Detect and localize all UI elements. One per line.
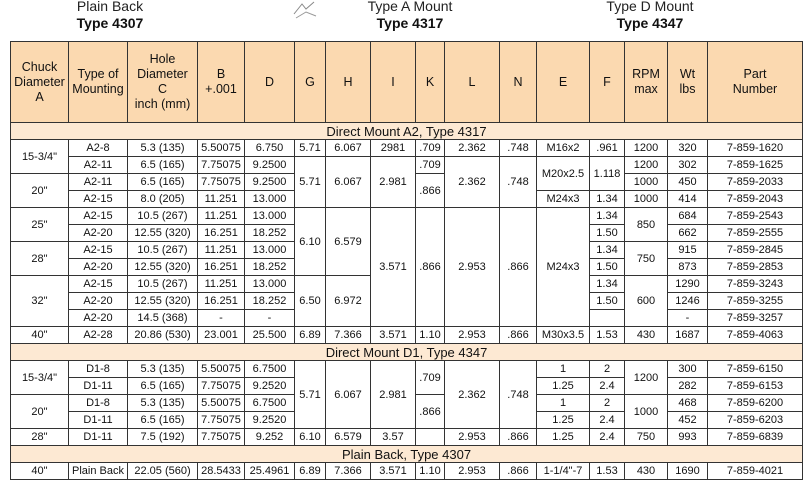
caption-type: Type 4307 [76,15,144,31]
f-cell: 1.53 [590,327,625,344]
section-row-plain-back [11,446,803,463]
f-cell: 1.50 [590,225,625,242]
mounting-cell: A2-20 [69,259,128,276]
d-cell: 18.252 [245,259,295,276]
table-row [11,140,803,157]
d-cell: 6.750 [245,140,295,157]
rpm-cell: 1200 [625,140,668,157]
e-cell: M24x3 [537,191,590,208]
d-cell: 6.7500 [245,395,295,412]
b-cell: 7.75075 [198,174,245,191]
hole-cell: 5.3 (135) [128,140,198,157]
d-cell: 25.4961 [245,463,295,480]
d-cell: 13.000 [245,276,295,293]
rpm-cell: 750 [625,242,668,276]
weight-cell: 302 [668,157,708,174]
n-cell: .748 [500,361,537,429]
mounting-cell: A2-20 [69,310,128,327]
table-row [11,361,803,378]
section-row-a2 [11,123,803,140]
table-row [11,208,803,225]
weight-cell: - [668,310,708,327]
part-number-cell: 7-859-3255 [708,293,803,310]
d-cell: 9.2520 [245,412,295,429]
hole-cell: 12.55 (320) [128,225,198,242]
h-cell: 7.366 [326,463,371,480]
hole-cell: 10.5 (267) [128,242,198,259]
d-cell: 9.252 [245,429,295,446]
chuck-diameter-cell: 25" [11,208,69,242]
b-cell: 7.75075 [198,157,245,174]
rpm-cell: 850 [625,208,668,242]
d-cell: 13.000 [245,191,295,208]
e-cell: M20x2.5 [537,157,590,191]
mounting-cell: Plain Back [69,463,128,480]
part-number-cell: 7-859-6839 [708,429,803,446]
mounting-cell: D1-8 [69,361,128,378]
part-number-cell: 7-859-4021 [708,463,803,480]
f-cell: .961 [590,140,625,157]
hole-cell: 10.5 (267) [128,276,198,293]
l-cell: 2.953 [445,208,500,327]
rpm-cell: 1000 [625,191,668,208]
h-cell: 7.366 [326,327,371,344]
i-cell: 3.571 [371,463,416,480]
caption-type: Type 4317 [376,15,444,31]
weight-cell: 300 [668,361,708,378]
part-number-cell: 7-859-2043 [708,191,803,208]
part-number-cell: 7-859-4063 [708,327,803,344]
section-title: Plain Back, Type 4307 [11,446,803,463]
chuck-diameter-cell: 40" [11,327,69,344]
f-cell: 2 [590,395,625,412]
hole-cell: 8.0 (205) [128,191,198,208]
hole-cell: 6.5 (165) [128,174,198,191]
e-cell: M24x3 [537,208,590,327]
f-cell: 2.4 [590,429,625,446]
l-cell: 2.953 [445,327,500,344]
weight-cell: 1246 [668,293,708,310]
logo-graphic [292,0,320,22]
header-h: H [326,42,371,123]
caption-title: Type A Mount [367,0,453,14]
weight-cell: 468 [668,395,708,412]
i-cell: 3.571 [371,208,416,327]
hole-cell: 22.05 (560) [128,463,198,480]
e-cell: 1-1/4"-7 [537,463,590,480]
f-cell: 1.34 [590,276,625,293]
header-chuck-diameter: Chuck Diameter A [11,42,69,123]
hole-cell: 12.55 (320) [128,259,198,276]
hole-cell: 5.3 (135) [128,395,198,412]
hole-cell: 6.5 (165) [128,378,198,395]
b-cell: 28.5433 [198,463,245,480]
rpm-cell: 600 [625,276,668,327]
b-cell: 23.001 [198,327,245,344]
d-cell: 13.000 [245,208,295,225]
chuck-diameter-cell: 15-3/4" [11,140,69,174]
b-cell: 5.50075 [198,140,245,157]
g-cell: 6.50 [295,276,326,327]
table-row [11,463,803,480]
h-cell: 6.579 [326,429,371,446]
i-cell: 2.981 [371,157,416,208]
plain-back-caption [70,0,150,32]
hole-cell: 6.5 (165) [128,412,198,429]
caption-title: Type D Mount [606,0,694,14]
k-cell: .709 [416,140,445,157]
mounting-cell: A2-11 [69,174,128,191]
chuck-diameter-cell: 20" [11,395,69,429]
weight-cell: 1690 [668,463,708,480]
i-cell: 3.57 [371,429,416,446]
l-cell: 2.953 [445,463,500,480]
part-number-cell: 7-859-2853 [708,259,803,276]
header-weight: Wt lbs [668,42,708,123]
header-hole-diameter: Hole Diameter C inch (mm) [128,42,198,123]
b-cell: 7.75075 [198,378,245,395]
d-cell: 25.500 [245,327,295,344]
header-row [11,42,803,123]
part-number-cell: 7-859-2555 [708,225,803,242]
d-cell: 18.252 [245,225,295,242]
part-number-cell: 7-859-3243 [708,276,803,293]
n-cell: .748 [500,157,537,208]
weight-cell: 993 [668,429,708,446]
b-cell: 11.251 [198,242,245,259]
g-cell: 6.89 [295,463,326,480]
n-cell: .866 [500,208,537,327]
hole-cell: 14.5 (368) [128,310,198,327]
g-cell: 6.10 [295,208,326,276]
l-cell: 2.953 [445,429,500,446]
weight-cell: 320 [668,140,708,157]
e-cell: 1 [537,395,590,412]
weight-cell: 873 [668,259,708,276]
h-cell: 6.067 [326,361,371,429]
part-number-cell: 7-859-2543 [708,208,803,225]
g-cell: 5.71 [295,361,326,429]
f-cell [590,310,625,327]
mounting-cell: D1-11 [69,429,128,446]
e-cell: 1 [537,361,590,378]
weight-cell: 282 [668,378,708,395]
part-number-cell: 7-859-6203 [708,412,803,429]
header-l: L [445,42,500,123]
mounting-cell: D1-11 [69,378,128,395]
header-type-of-mounting: Type of Mounting [69,42,128,123]
mounting-cell: A2-11 [69,157,128,174]
section-title: Direct Mount A2, Type 4317 [11,123,803,140]
hole-cell: 7.5 (192) [128,429,198,446]
i-cell: 2.981 [371,361,416,429]
weight-cell: 414 [668,191,708,208]
header-i: I [371,42,416,123]
header-e: E [537,42,590,123]
h-cell: 6.972 [326,276,371,327]
rpm-cell: 430 [625,327,668,344]
part-number-cell: 7-859-2845 [708,242,803,259]
chuck-spec-table [10,41,803,480]
b-cell: 7.75075 [198,412,245,429]
chuck-diameter-cell: 32" [11,276,69,327]
rpm-cell: 1200 [625,157,668,174]
weight-cell: 915 [668,242,708,259]
k-cell: .709 [416,361,445,395]
f-cell: 2.4 [590,378,625,395]
hole-cell: 20.86 (530) [128,327,198,344]
i-cell: 3.571 [371,327,416,344]
b-cell: 11.251 [198,276,245,293]
b-cell: 16.251 [198,225,245,242]
header-rpm: RPM max [625,42,668,123]
part-number-cell: 7-859-1625 [708,157,803,174]
chuck-diameter-cell: 28" [11,242,69,276]
e-cell: 1.25 [537,429,590,446]
mounting-cell: D1-11 [69,412,128,429]
weight-cell: 1687 [668,327,708,344]
b-cell: 5.50075 [198,395,245,412]
k-cell: .709 [416,157,445,174]
header-b: B +.001 [198,42,245,123]
b-cell: 11.251 [198,208,245,225]
g-cell: 6.89 [295,327,326,344]
header-k: K [416,42,445,123]
g-cell: 5.71 [295,140,326,157]
header-g: G [295,42,326,123]
part-number-cell: 7-859-6153 [708,378,803,395]
i-cell: 2981 [371,140,416,157]
rpm-cell: 1000 [625,395,668,429]
n-cell: .748 [500,140,537,157]
rpm-cell: 430 [625,463,668,480]
d-cell: 18.252 [245,293,295,310]
header-n: N [500,42,537,123]
table-row [11,327,803,344]
chuck-diameter-cell: 20" [11,174,69,208]
b-cell: 11.251 [198,191,245,208]
n-cell: .866 [500,327,537,344]
l-cell: 2.362 [445,140,500,157]
header-d: D [245,42,295,123]
part-number-cell: 7-859-6150 [708,361,803,378]
l-cell: 2.362 [445,361,500,429]
part-number-cell: 7-859-1620 [708,140,803,157]
weight-cell: 1290 [668,276,708,293]
d-cell: 13.000 [245,242,295,259]
mounting-cell: A2-15 [69,191,128,208]
h-cell: 6.579 [326,208,371,276]
d-cell: 9.2500 [245,157,295,174]
b-cell: 16.251 [198,259,245,276]
type-a-caption [345,0,475,32]
part-number-cell: 7-859-6200 [708,395,803,412]
f-cell: 1.118 [590,157,625,191]
mounting-cell: A2-8 [69,140,128,157]
table-row [11,157,803,174]
hole-cell: 6.5 (165) [128,157,198,174]
mounting-cell: A2-20 [69,293,128,310]
l-cell: 2.362 [445,157,500,208]
hole-cell: 5.3 (135) [128,361,198,378]
type-d-caption [585,0,715,32]
chuck-diameter-cell: 28" [11,429,69,446]
part-number-cell: 7-859-2033 [708,174,803,191]
f-cell: 1.34 [590,242,625,259]
chuck-diameter-cell: 15-3/4" [11,361,69,395]
chuck-diameter-cell: 40" [11,463,69,480]
f-cell: 1.50 [590,259,625,276]
weight-cell: 450 [668,174,708,191]
section-row-d1 [11,344,803,361]
f-cell: 2.4 [590,412,625,429]
rpm-cell: 1200 [625,361,668,395]
caption-title: Plain Back [76,0,144,14]
e-cell: M30x3.5 [537,327,590,344]
g-cell: 6.10 [295,429,326,446]
weight-cell: 452 [668,412,708,429]
mounting-cell: A2-20 [69,225,128,242]
hole-cell: 12.55 (320) [128,293,198,310]
mounting-cell: D1-8 [69,395,128,412]
e-cell: 1.25 [537,412,590,429]
b-cell: 16.251 [198,293,245,310]
k-cell: .866 [416,208,445,327]
weight-cell: 662 [668,225,708,242]
f-cell: 1.53 [590,463,625,480]
k-cell [416,429,445,446]
d-cell: - [245,310,295,327]
f-cell: 1.50 [590,293,625,310]
n-cell: .866 [500,463,537,480]
caption-bar [0,0,811,40]
section-title: Direct Mount D1, Type 4347 [11,344,803,361]
rpm-cell: 750 [625,429,668,446]
f-cell: 1.34 [590,208,625,225]
k-cell: .866 [416,174,445,208]
h-cell: 6.067 [326,157,371,208]
caption-type: Type 4347 [616,15,684,31]
k-cell: 1.10 [416,463,445,480]
f-cell: 2 [590,361,625,378]
mounting-cell: A2-28 [69,327,128,344]
b-cell: 7.75075 [198,429,245,446]
d-cell: 9.2520 [245,378,295,395]
k-cell: .866 [416,395,445,429]
header-f: F [590,42,625,123]
g-cell: 5.71 [295,157,326,208]
mounting-cell: A2-15 [69,208,128,225]
f-cell: 1.34 [590,191,625,208]
d-cell: 6.7500 [245,361,295,378]
rpm-cell: 1000 [625,174,668,191]
e-cell: 1.25 [537,378,590,395]
part-number-cell: 7-859-3257 [708,310,803,327]
e-cell: M16x2 [537,140,590,157]
b-cell: - [198,310,245,327]
table-row [11,429,803,446]
h-cell: 6.067 [326,140,371,157]
mounting-cell: A2-15 [69,276,128,293]
hole-cell: 10.5 (267) [128,208,198,225]
header-part-number: Part Number [708,42,803,123]
n-cell: .866 [500,429,537,446]
d-cell: 9.2500 [245,174,295,191]
mounting-cell: A2-15 [69,242,128,259]
weight-cell: 684 [668,208,708,225]
k-cell: 1.10 [416,327,445,344]
b-cell: 5.50075 [198,361,245,378]
